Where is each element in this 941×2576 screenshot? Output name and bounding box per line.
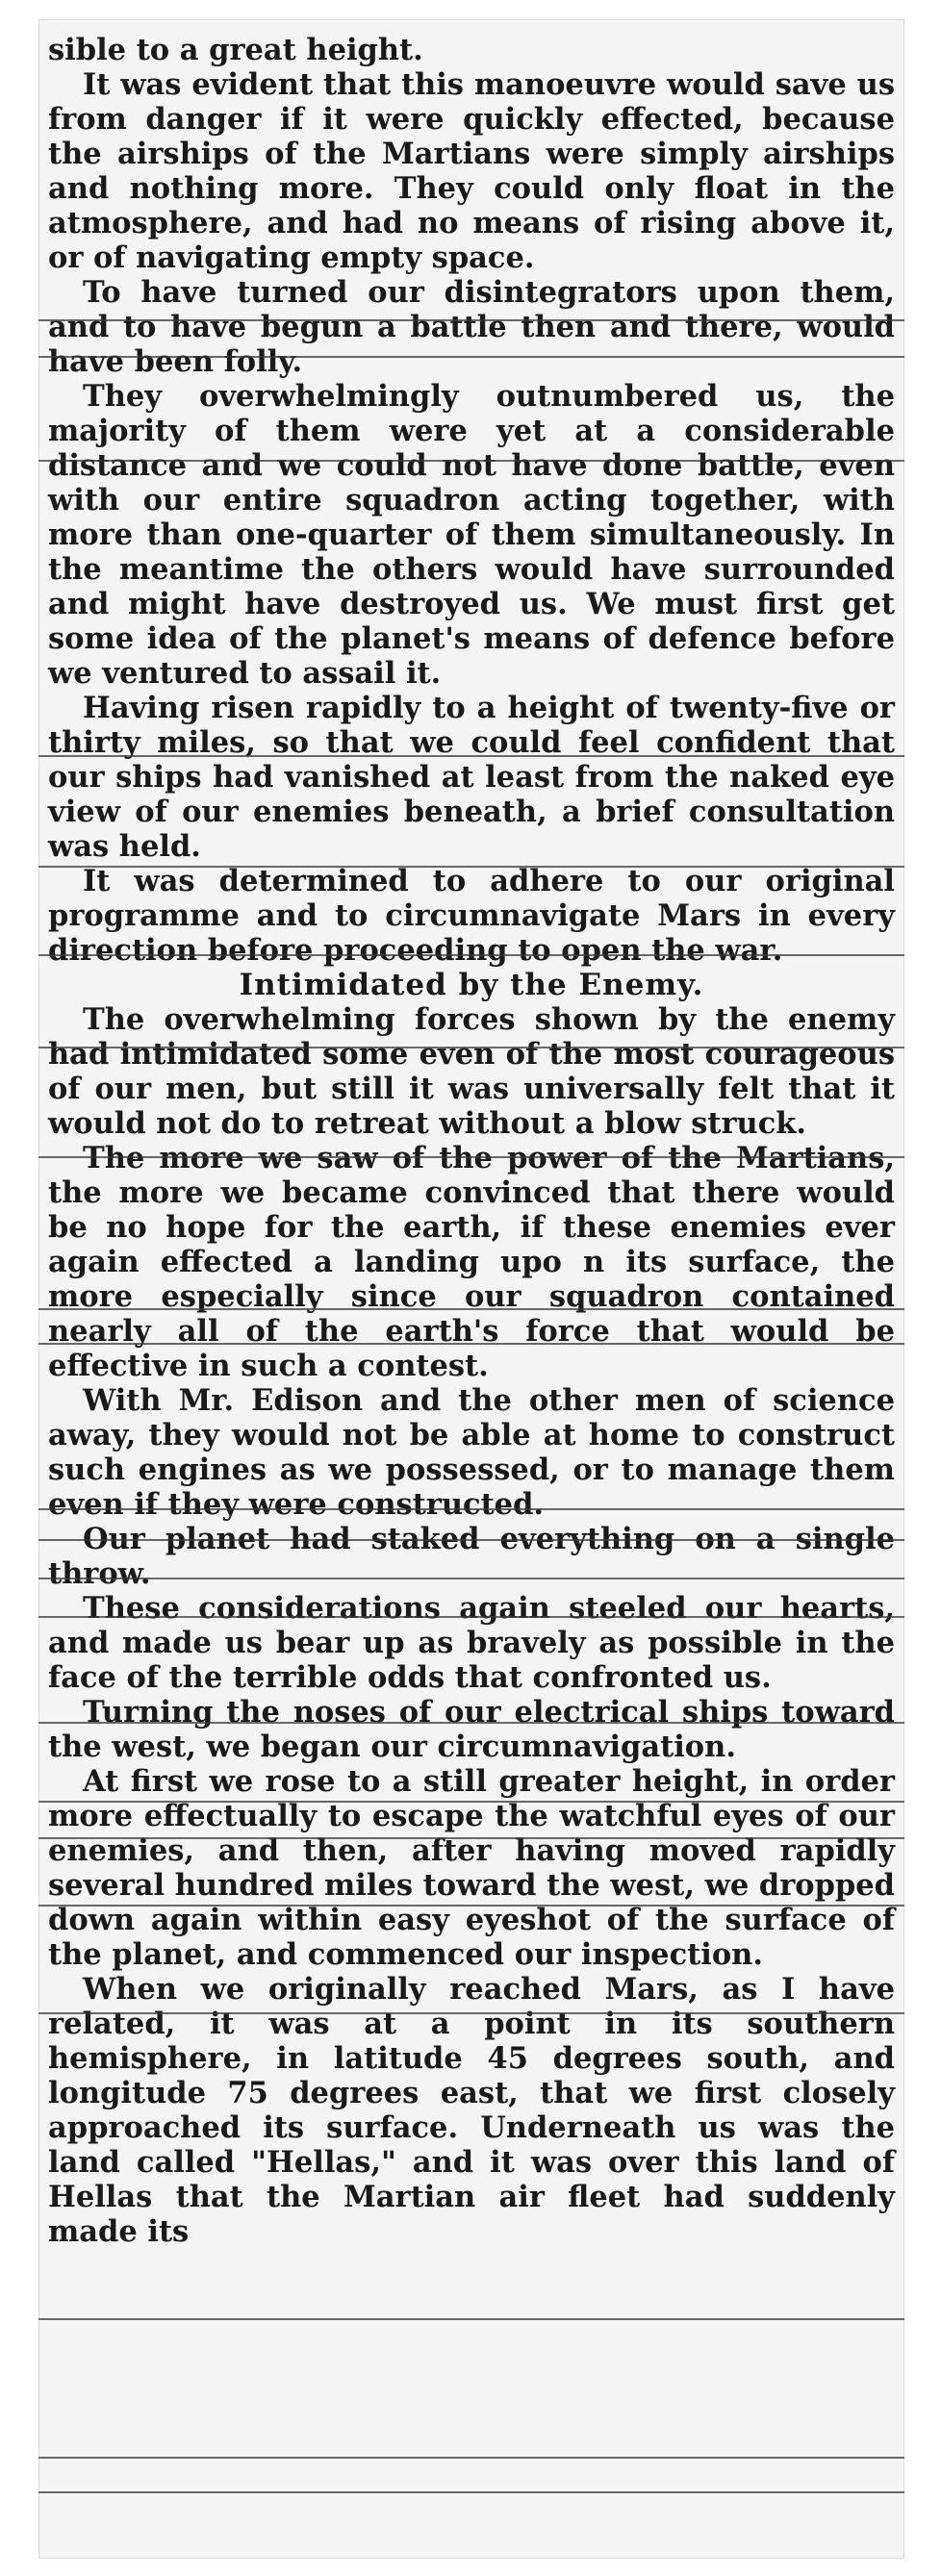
- paragraph-14: When we originally reached Mars, as I have related, it was at a point in its southern hemisphere, in latitude 45 degrees south, and longitude 75 degrees east, that we first closely approached its surface. Underneath us was the land called "Hellas," and it was over this land of Hellas that the Martian air fleet had suddenly made its: [48, 1972, 895, 2249]
- strikethrough-line: [38, 1616, 904, 1618]
- paragraph-6: It was determined to adhere to our original programme and to circumnavigate Mars in every direction before proceeding to open the war.: [48, 864, 895, 968]
- strikethrough-line: [38, 866, 904, 868]
- strikethrough-line: [38, 1308, 904, 1310]
- strikethrough-line: [38, 1156, 904, 1158]
- article-column: [48, 33, 895, 2249]
- strikethrough-line: [38, 1508, 904, 1510]
- paragraph-3: To have turned our disintegrators upon them, and to have begun a battle then and there, would have been folly.: [48, 275, 895, 379]
- paragraph-13: At first we rose to a still greater height, in order more effectually to escape the watchful eyes of our enemies, and then, after having moved rapidly several hundred miles toward the west, we dropped down again within easy eyeshot of the surface of the planet, and commenced our inspection.: [48, 1764, 895, 1972]
- strikethrough-line: [38, 356, 904, 358]
- strikethrough-line: [38, 2457, 904, 2459]
- strikethrough-line: [38, 1578, 904, 1579]
- paragraph-11: These considerations again steeled our hearts, and made us bear up as bravely as possible in the face of the terrible odds that confronted us.: [48, 1591, 895, 1695]
- subheading: Intimidated by the Enemy.: [239, 968, 704, 1002]
- paragraph-12: Turning the noses of our electrical ships toward the west, we began our circumnavigation.: [48, 1695, 895, 1764]
- strikethrough-line: [38, 1722, 904, 1724]
- paragraph-9: With Mr. Edison and the other men of science away, they would not be able at home to construct such engines as we possessed, or to manage them even if they were constructed.: [48, 1383, 895, 1522]
- paragraph-4: They overwhelmingly outnumbered us, the majority of them were yet at a considerable distance and we could not have done battle, even with our entire squadron acting together, with more than one-quarter of them simultaneously. In the meantime the others would have surrounded and might have destroyed us. We must first get some idea of the planet's means of defence before we ventured to assail it.: [48, 379, 895, 691]
- strikethrough-line: [38, 954, 904, 956]
- strikethrough-line: [38, 1539, 904, 1541]
- strikethrough-line: [38, 1343, 904, 1345]
- paragraph-10: Our planet had staked everything on a single throw.: [48, 1522, 895, 1591]
- strikethrough-line: [38, 2318, 904, 2320]
- strikethrough-line: [38, 2012, 904, 2014]
- paragraph-7: The overwhelming forces shown by the enemy had intimidated some even of the most courageous of our men, but still it was universally felt that it would not do to retreat without a blow struck.: [48, 1002, 895, 1141]
- strikethrough-line: [38, 1837, 904, 1839]
- strikethrough-line: [38, 755, 904, 757]
- strikethrough-line: [38, 1801, 904, 1803]
- strikethrough-line: [38, 1905, 904, 1907]
- paragraph-8: The more we saw of the power of the Martians, the more we became convinced that there would be no hope for the earth, if these enemies ever again effected a landing upo n its surface, the more especially since our squadron contained nearly all of the earth's force that would be effective in such a contest.: [48, 1141, 895, 1383]
- strikethrough-line: [38, 1047, 904, 1048]
- paragraph-1: sible to a great height.: [48, 33, 423, 67]
- strikethrough-line: [38, 460, 904, 462]
- paragraph-5: Having risen rapidly to a height of twenty-five or thirty miles, so that we could feel confident that our ships had vanished at least from the naked eye view of our enemies beneath, a brief consultation was held.: [48, 691, 895, 864]
- strikethrough-line: [38, 319, 904, 321]
- newspaper-clipping: [38, 19, 904, 2559]
- paragraph-2: It was evident that this manoeuvre would save us from danger if it were quickly effected, because the airships of the Martians were simply airships and nothing more. They could only float in the atmosphere, and had no means of rising above it, or of navigating empty space.: [48, 67, 895, 275]
- strikethrough-line: [38, 2491, 904, 2493]
